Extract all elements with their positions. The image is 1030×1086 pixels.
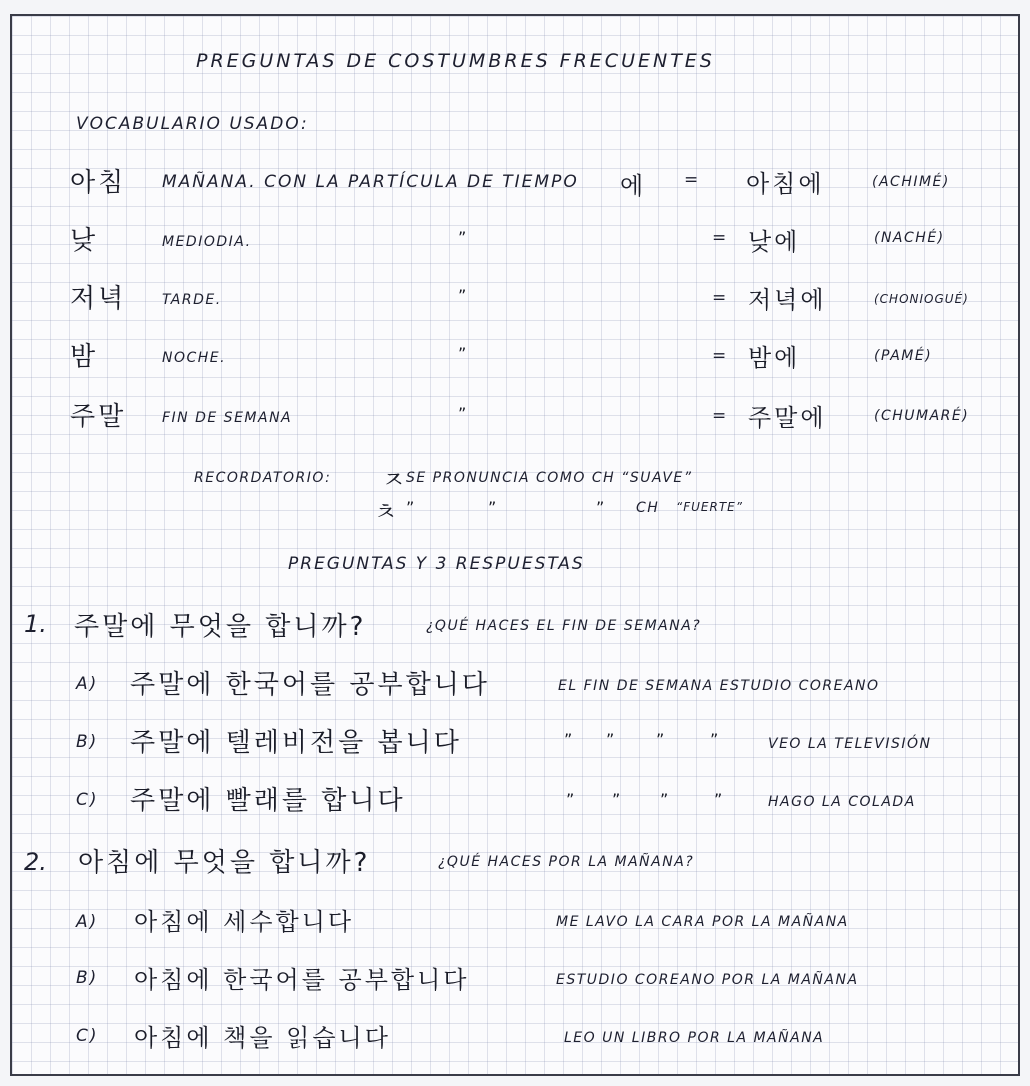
question-korean: 아침에 무엇을 합니까? [78, 848, 371, 878]
answer-korean: 주말에 빨래를 합니다 [130, 786, 406, 816]
ditto-mark: ” [656, 730, 665, 749]
vocab-korean-word: 밤 [70, 342, 99, 372]
vocab-korean-word: 주말 [70, 402, 127, 432]
ditto-mark: ” [606, 730, 615, 749]
reminder-char-soft: ㅈ [382, 466, 409, 494]
vocab-pronunciation: (CHONIOGUÉ) [874, 292, 969, 306]
vocab-spanish-meaning: FIN DE SEMANA [162, 410, 293, 426]
ditto-mark: ” [564, 730, 573, 749]
vocab-pronunciation: (CHUMARÉ) [874, 408, 970, 424]
page-title: PREGUNTAS DE COSTUMBRES FRECUENTES [196, 50, 715, 72]
answer-letter: B) [76, 968, 99, 988]
ditto-mark: ” [596, 498, 605, 517]
answer-korean: 아침에 한국어를 공부합니다 [134, 966, 470, 994]
question-spanish: ¿QUÉ HACES EL FIN DE SEMANA? [426, 618, 702, 634]
vocab-equals: = [712, 406, 729, 426]
vocab-korean-with-particle: 밤에 [748, 344, 801, 372]
vocab-pronunciation: (NACHÉ) [874, 230, 945, 246]
ditto-mark: ” [488, 498, 497, 517]
ditto-mark: ” [612, 790, 621, 809]
vocab-korean-with-particle: 낮에 [748, 228, 801, 256]
ditto-mark: ” [458, 404, 467, 423]
ditto-mark: ” [458, 286, 467, 305]
vocab-equals: = [712, 346, 729, 366]
reminder-soft-text: SE PRONUNCIA COMO CH “SUAVE” [406, 470, 693, 486]
question-korean: 주말에 무엇을 합니까? [74, 612, 367, 642]
vocab-spanish-meaning: MAÑANA. CON LA PARTÍCULA DE TIEMPO [162, 172, 579, 192]
question-number: 1. [24, 610, 47, 638]
question-spanish: ¿QUÉ HACES POR LA MAÑANA? [438, 854, 695, 870]
answer-spanish: ME LAVO LA CARA POR LA MAÑANA [556, 914, 849, 930]
answer-korean: 아침에 세수합니다 [134, 908, 355, 936]
vocab-particle: 에 [620, 172, 647, 200]
vocab-pronunciation: (ACHIMÉ) [872, 174, 950, 190]
ditto-mark: ” [458, 344, 467, 363]
answer-spanish: ESTUDIO COREANO POR LA MAÑANA [556, 972, 859, 988]
notebook-page [10, 14, 1020, 1076]
vocab-spanish-meaning: TARDE. [162, 292, 222, 308]
vocab-equals: = [712, 228, 729, 248]
answer-letter: C) [76, 790, 99, 810]
answer-letter: B) [76, 732, 99, 752]
vocab-equals: = [684, 170, 701, 190]
vocab-spanish-meaning: NOCHE. [162, 350, 227, 366]
vocab-korean-with-particle: 아침에 [746, 170, 825, 198]
answer-spanish: HAGO LA COLADA [768, 794, 916, 810]
reminder-char-strong: ㅊ [374, 498, 401, 526]
ditto-mark: ” [458, 228, 467, 247]
answer-letter: A) [76, 674, 99, 694]
reminder-label: RECORDATORIO: [194, 470, 332, 486]
answer-korean: 주말에 텔레비전을 봅니다 [130, 728, 462, 758]
ditto-mark: ” [406, 498, 415, 517]
ditto-mark: ” [714, 790, 723, 809]
section-heading: PREGUNTAS Y 3 RESPUESTAS [288, 554, 585, 574]
answer-letter: A) [76, 912, 99, 932]
answer-spanish: EL FIN DE SEMANA ESTUDIO COREANO [558, 678, 880, 694]
vocab-korean-word: 아침 [70, 168, 127, 198]
answer-spanish: VEO LA TELEVISIÓN [768, 736, 932, 752]
vocab-pronunciation: (PAMÉ) [874, 348, 933, 364]
vocab-korean-with-particle: 저녁에 [748, 286, 827, 314]
vocab-korean-word: 낮 [70, 226, 99, 256]
vocabulary-heading: VOCABULARIO USADO: [76, 114, 309, 134]
ditto-mark: ” [566, 790, 575, 809]
vocab-korean-word: 저녁 [70, 284, 127, 314]
answer-spanish: LEO UN LIBRO POR LA MAÑANA [564, 1030, 825, 1046]
reminder-ch: CH [636, 500, 660, 516]
ditto-mark: ” [710, 730, 719, 749]
vocab-spanish-meaning: MEDIODIA. [162, 234, 252, 250]
reminder-strong-quality: “FUERTE” [676, 500, 743, 514]
ditto-mark: ” [660, 790, 669, 809]
question-number: 2. [24, 848, 47, 876]
answer-letter: C) [76, 1026, 99, 1046]
vocab-korean-with-particle: 주말에 [748, 404, 827, 432]
vocab-equals: = [712, 288, 729, 308]
answer-korean: 주말에 한국어를 공부합니다 [130, 670, 490, 700]
answer-korean: 아침에 책을 읽습니다 [134, 1024, 391, 1052]
